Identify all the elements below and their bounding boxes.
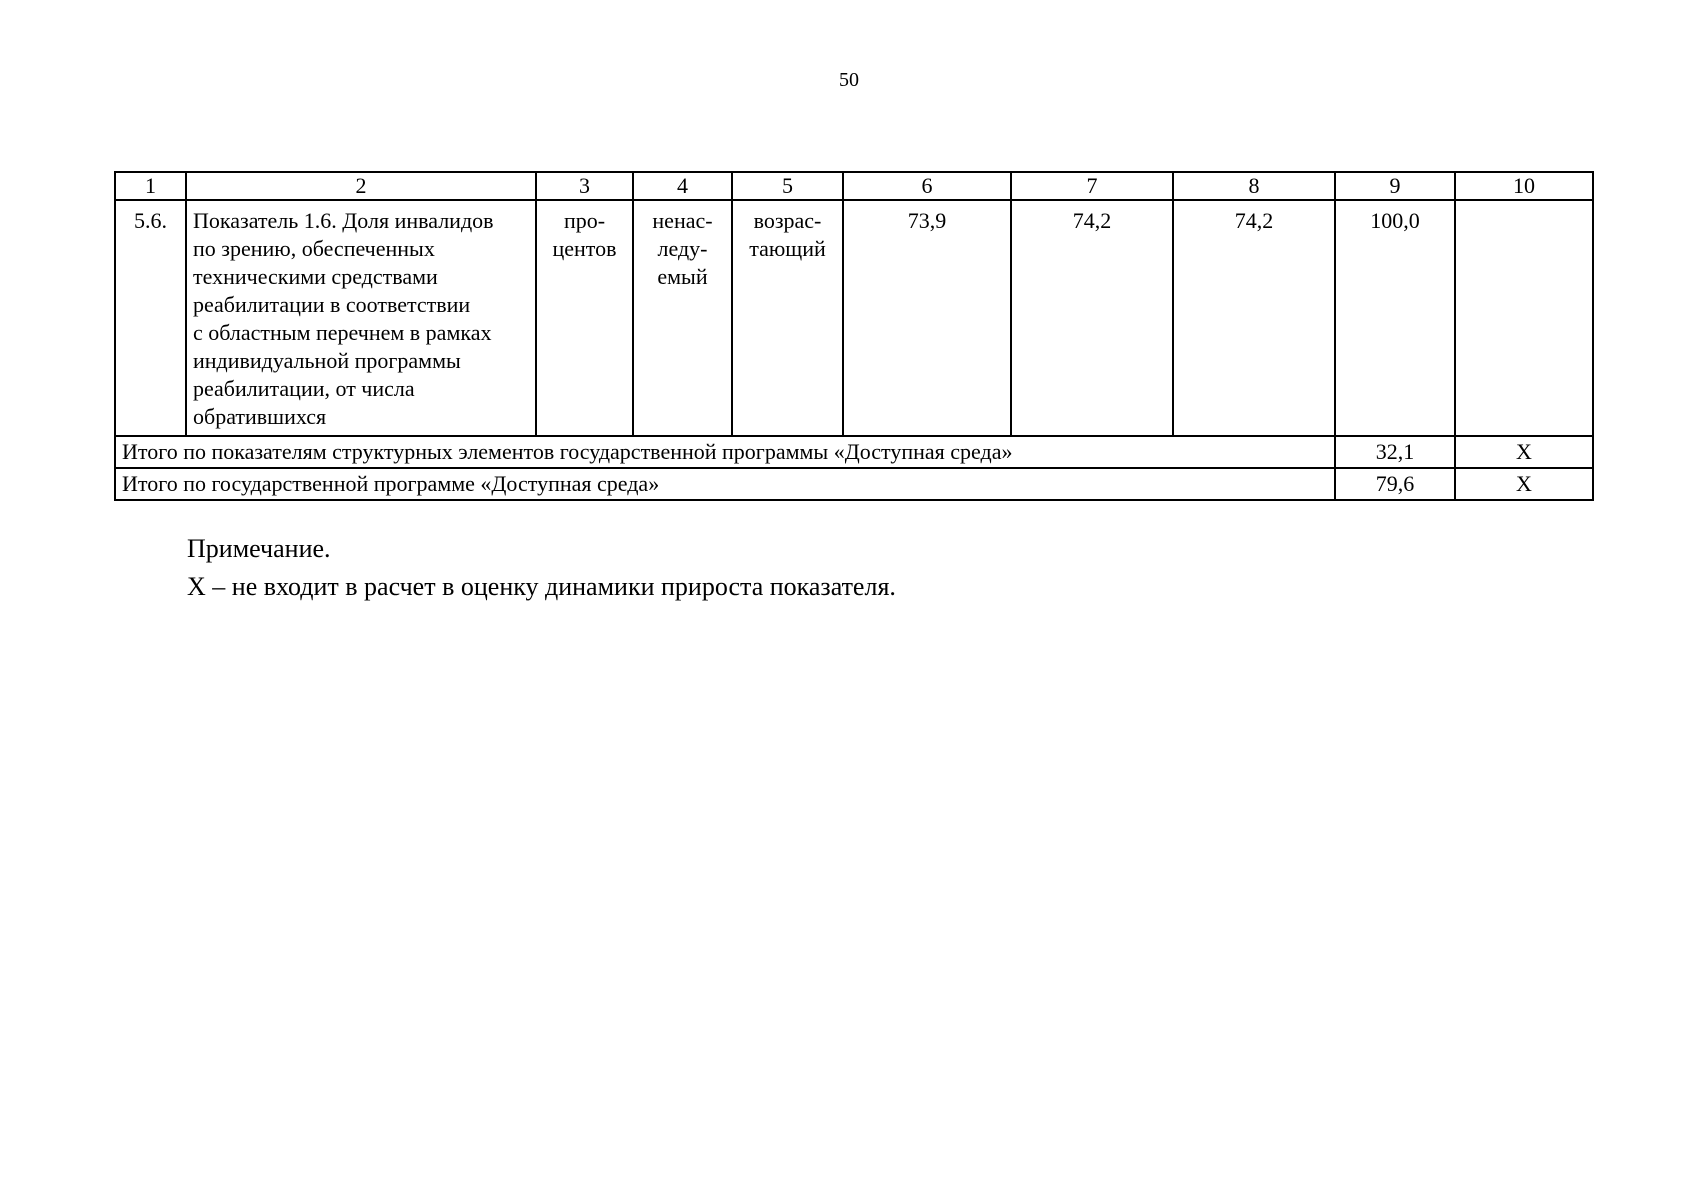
row-number: 5.6. (115, 200, 186, 436)
table-row (115, 200, 1593, 436)
value-cell-7: 74,2 (1011, 200, 1173, 436)
column-number: 7 (1011, 172, 1173, 200)
total-program-value: 79,6 (1335, 468, 1455, 500)
unit-cell: про- центов (536, 200, 633, 436)
note-text: X – не входит в расчет в оценку динамики прироста показателя. (187, 572, 896, 601)
total-structural-row (115, 436, 1593, 468)
column-number-row (115, 172, 1593, 200)
column-number: 1 (115, 172, 186, 200)
total-program-label: Итого по государственной программе «Доступная среда» (115, 468, 1335, 500)
note-title: Примечание. (187, 534, 331, 563)
column-number: 4 (633, 172, 732, 200)
note-block (187, 530, 896, 606)
total-structural-value: 32,1 (1335, 436, 1455, 468)
total-structural-mark: X (1455, 436, 1593, 468)
column-number: 5 (732, 172, 843, 200)
column-number: 9 (1335, 172, 1455, 200)
total-program-mark: X (1455, 468, 1593, 500)
value-cell-6: 73,9 (843, 200, 1011, 436)
column-number: 2 (186, 172, 536, 200)
value-cell-8: 74,2 (1173, 200, 1335, 436)
page-number: 50 (839, 69, 859, 91)
column-number: 8 (1173, 172, 1335, 200)
indicator-table (114, 171, 1594, 501)
column-number: 3 (536, 172, 633, 200)
value-cell-9: 100,0 (1335, 200, 1455, 436)
column-number: 10 (1455, 172, 1593, 200)
indicator-type-cell: ненас- леду- емый (633, 200, 732, 436)
total-program-row (115, 468, 1593, 500)
trend-cell: возрас- тающий (732, 200, 843, 436)
value-cell-10 (1455, 200, 1593, 436)
total-structural-label: Итого по показателям структурных элементов государственной программы «Доступная среда» (115, 436, 1335, 468)
column-number: 6 (843, 172, 1011, 200)
indicator-name: Показатель 1.6. Доля инвалидов по зрению, обеспеченных техническими средствами реабилитации в соответствии с областным перечнем в рамках индивидуальной программы реабилитации, от числа обратившихся (186, 200, 536, 436)
